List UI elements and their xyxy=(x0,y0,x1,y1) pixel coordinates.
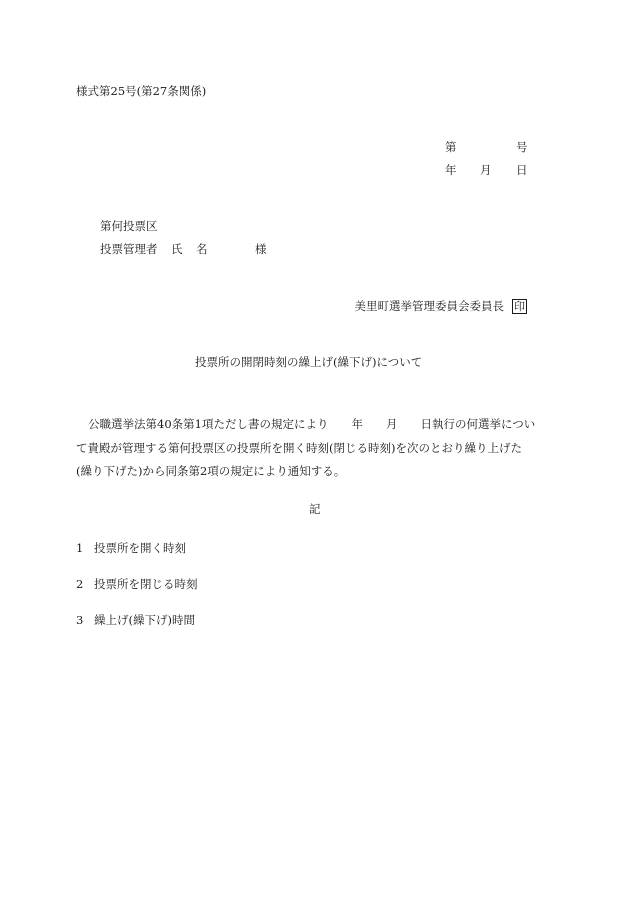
addressee-name-label-2: 名 xyxy=(196,242,208,256)
addressee-honorific: 様 xyxy=(255,242,267,256)
list-item xyxy=(76,614,195,628)
addressee-role: 投票管理者 xyxy=(100,242,158,256)
body-line-3: (繰り下げた)から同条第2項の規定により通知する。 xyxy=(76,464,346,478)
sender xyxy=(355,299,528,314)
addressee-name-label-1: 氏 xyxy=(171,242,183,256)
date-year: 年 xyxy=(445,163,457,177)
list-item-number: 2 xyxy=(76,577,84,591)
sender-title: 美里町選挙管理委員会委員長 xyxy=(354,299,504,313)
list-item-label: 投票所を開く時刻 xyxy=(94,541,186,555)
form-number: 様式第25号(第27条関係) xyxy=(76,84,207,98)
date-day: 日 xyxy=(516,163,528,177)
list-item-number: 3 xyxy=(76,613,84,627)
body-line-2: て貴殿が管理する第何投票区の投票所を開く時刻(閉じる時刻)を次のとおり繰り上げた xyxy=(76,440,522,455)
addressee-district: 第何投票区 xyxy=(100,219,158,233)
seal-stamp: 印 xyxy=(514,300,525,313)
body-paragraph xyxy=(76,413,554,484)
document-number-prefix: 第 xyxy=(445,140,457,154)
list-item xyxy=(76,542,186,556)
ki-heading: 記 xyxy=(309,502,321,516)
list-item xyxy=(76,578,198,592)
subject-title: 投票所の開閉時刻の繰上げ(繰下げ)について xyxy=(195,355,423,369)
body-line-1: 公職選挙法第40条第1項ただし書の規定により 年 月 日執行の何選挙につい xyxy=(88,417,536,431)
date-month: 月 xyxy=(480,163,492,177)
list-item-label: 繰上げ(繰下げ)時間 xyxy=(94,613,195,627)
document-number-suffix: 号 xyxy=(516,140,528,154)
list-item-label: 投票所を閉じる時刻 xyxy=(94,577,198,591)
list-item-number: 1 xyxy=(76,541,84,555)
